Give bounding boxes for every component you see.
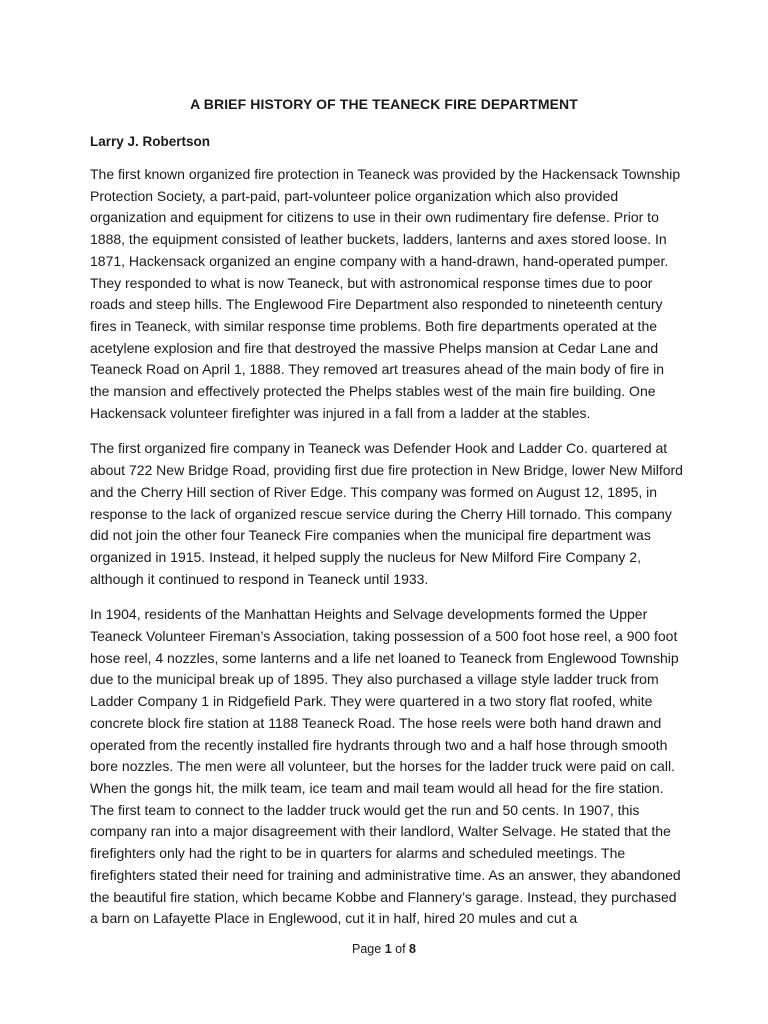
- page-word: Page: [352, 942, 382, 956]
- paragraph-3: In 1904, residents of the Manhattan Heights and Selvage developments formed the Upper Teaneck Volunteer Fireman’s Association, taking possession of a 500 foot hose reel, a 900 foot hose reel, 4 nozzles, some lanterns and a life net loaned to Teaneck from Englewood Township due to the municipal break up of 1895. They also purchased a village style ladder truck from Ladder Company 1 in Ridgefield Park. They were quartered in a two story flat roofed, white concrete block fire station at 1188 Teaneck Road. The hose reels were both hand drawn and operated from the recently installed fire hydrants through two and a half hose through smooth bore nozzles. The men were all volunteer, but the horses for the ladder truck were paid on call. When the gongs hit, the milk team, ice team and mail team would all head for the fire station. The first team to connect to the ladder truck would get the run and 50 cents. In 1907, this company ran into a major disagreement with their landlord, Walter Selvage. He stated that the firefighters only had the right to be in quarters for alarms and scheduled meetings. The firefighters stated their need for training and administrative time. As an answer, they abandoned the beautiful fire station, which became Kobbe and Flannery’s garage. Instead, they purchased a barn on Lafayette Place in Englewood, cut it in half, hired 20 mules and cut a: [90, 606, 681, 927]
- page-number: 1: [384, 942, 392, 956]
- page-footer: [0, 942, 768, 956]
- total-pages: 8: [409, 942, 416, 956]
- document-title: A BRIEF HISTORY OF THE TEANECK FIRE DEPARTMENT: [190, 96, 578, 112]
- of-word: of: [395, 942, 406, 956]
- paragraph-1: The first known organized fire protection in Teaneck was provided by the Hackensack Township Protection Society, a part-paid, part-volunteer police organization which also provided organization and equipment for citizens to use in their own rudimentary fire defense. Prior to 1888, the equipment consisted of leather buckets, ladders, lanterns and axes stored loose. In 1871, Hackensack organized an engine company with a hand-drawn, hand-operated pumper. They responded to what is now Teaneck, but with astronomical response times due to poor roads and steep hills. The Englewood Fire Department also responded to nineteenth century fires in Teaneck, with similar response time problems. Both fire departments operated at the acetylene explosion and fire that destroyed the massive Phelps mansion at Cedar Lane and Teaneck Road on April 1, 1888. They removed art treasures ahead of the main body of fire in the mansion and effectively protected the Phelps stables west of the main fire building. One Hackensack volunteer firefighter was injured in a fall from a ladder at the stables.: [90, 166, 681, 421]
- author-name: Larry J. Robertson: [90, 134, 211, 149]
- paragraph-2: The first organized fire company in Teaneck was Defender Hook and Ladder Co. quartered at about 722 New Bridge Road, providing first due fire protection in New Bridge, lower New Milford and the Cherry Hill section of River Edge. This company was formed on August 12, 1895, in response to the lack of organized rescue service during the Cherry Hill tornado. This company did not join the other four Teaneck Fire companies when the municipal fire department was organized in 1915. Instead, it helped supply the nucleus for New Milford Fire Company 2, although it continued to respond in Teaneck until 1933.: [90, 440, 683, 587]
- document-body: [90, 164, 686, 944]
